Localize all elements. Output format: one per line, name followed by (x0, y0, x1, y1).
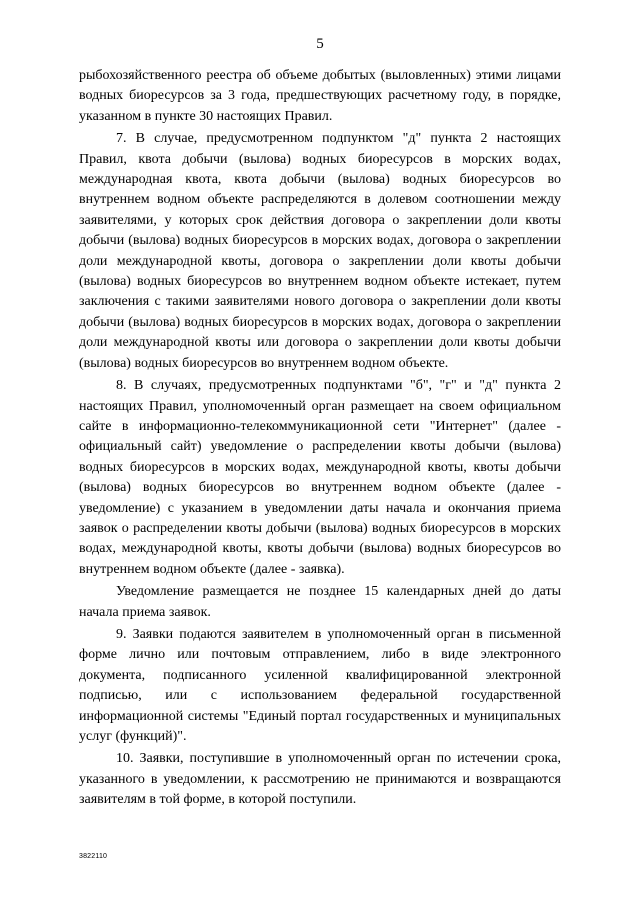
paragraph-item-7: 7. В случае, предусмотренном подпунктом "д" пункта 2 настоящих Правил, квота добычи (вылова) водных биоресурсов в морских водах, международная квота, квота добычи (вылова) водных биоресурсов во внутреннем водном объекте распределяются в долевом соотношении между заявителями, у которых срок действия договора о закреплении доли квоты добычи (вылова) водных биоресурсов в морских водах, договора о закреплении доли международной квоты, договора о закреплении доли квоты добычи (вылова) водных биоресурсов во внутреннем водном объекте истекает, путем заключения с такими заявителями нового договора о закреплении доли квоты добычи (вылова) водных биоресурсов в морских водах, договора о закреплении доли международной квоты или договора о закреплении доли квоты добычи (вылова) водных биоресурсов во внутреннем водном объекте. (79, 131, 561, 371)
document-code: 3822110 (79, 853, 108, 860)
paragraph-item-8: 8. В случаях, предусмотренных подпунктами "б", "г" и "д" пункта 2 настоящих Правил, уполномоченный орган размещает на своем официальном сайте в информационно-телекоммуникационной сети "Интернет" (далее - официальный сайт) уведомление о распределении квоты добычи (вылова) водных биоресурсов в морских водах, международной квоты, квоты добычи (вылова) водных биоресурсов во внутреннем водном объекте (далее - уведомление) с указанием в уведомлении даты начала и окончания приема заявок о распределении квоты добычи (вылова) водных биоресурсов в морских водах, международной квоты, квоты добычи (вылова) водных биоресурсов во внутреннем водном объекте (далее - заявка). (79, 378, 561, 577)
paragraph-item-9: 9. Заявки подаются заявителем в уполномоченный орган в письменной форме лично или почтовым отправлением, либо в виде электронного документа, подписанного усиленной квалифицированной электронной подписью, или с использованием федеральной государственной информационной системы "Единый портал государственных и муниципальных услуг (функций)". (79, 626, 561, 744)
paragraph-notice-deadline: Уведомление размещается не позднее 15 календарных дней до даты начала приема заявок. (79, 584, 561, 620)
paragraph-continuation: рыбохозяйственного реестра об объеме добытых (выловленных) этими лицами водных биоресурсов за 3 года, предшествующих расчетному году, в порядке, указанном в пункте 30 настоящих Правил. (79, 68, 561, 124)
page-number: 5 (316, 36, 324, 52)
paragraph-item-10: 10. Заявки, поступившие в уполномоченный орган по истечении срока, указанного в уведомлении, к рассмотрению не принимаются и возвращаются заявителям в той форме, в которой поступили. (79, 751, 561, 808)
document-body (79, 66, 561, 811)
